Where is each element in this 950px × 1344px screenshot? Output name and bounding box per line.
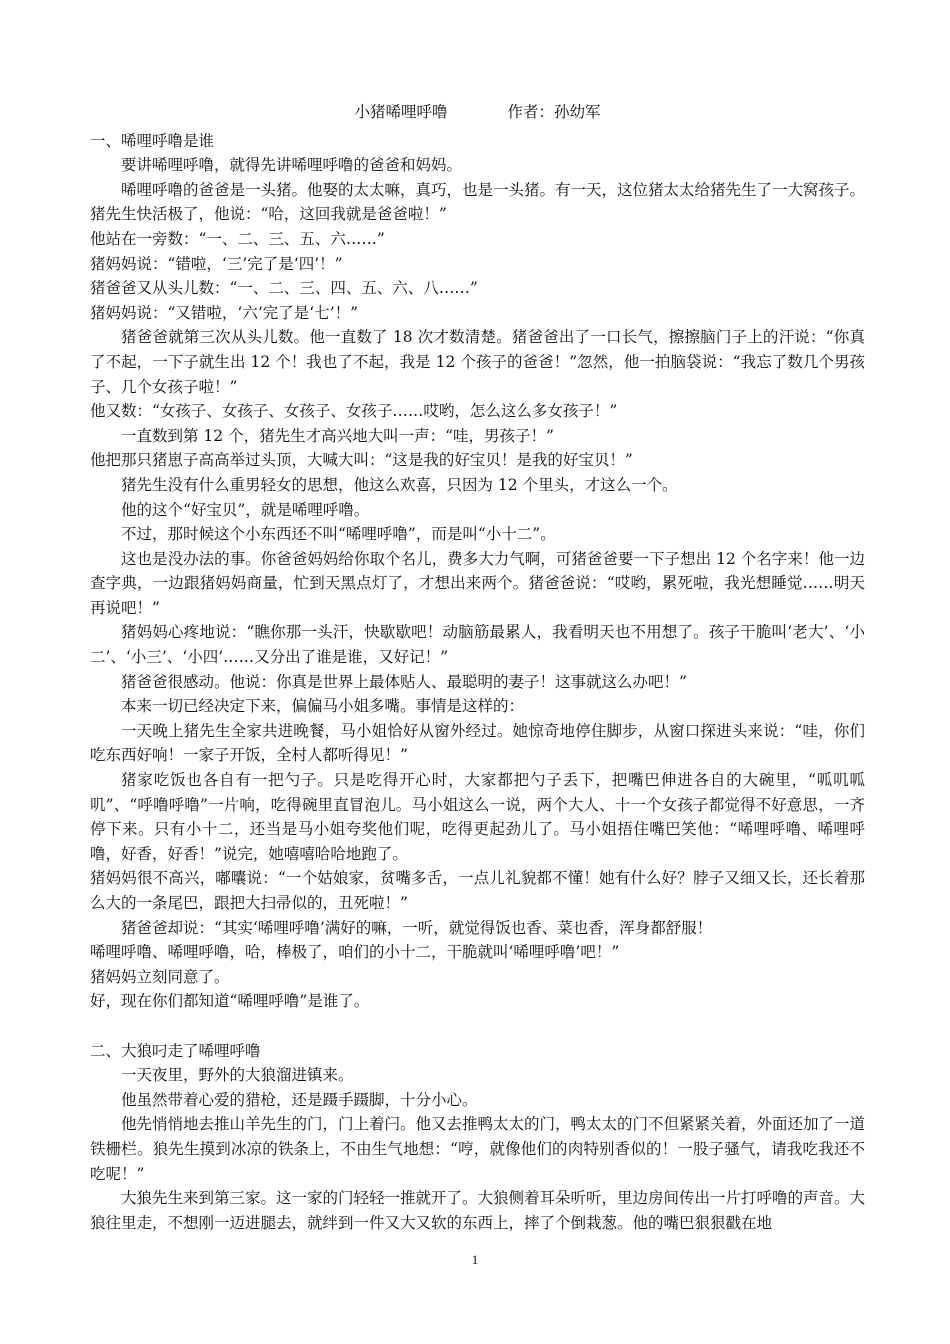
paragraph: 他先悄悄地去推山羊先生的门，门上着闩。他又去推鸭太太的门，鸭太太的门不但紧紧关着，外面还加了一道铁栅栏。狼先生摸到冰凉的铁条上，不由生气地想：“哼，就像他们的肉特别香似的！一股子骚气，请我吃我还不吃呢！” — [90, 1115, 866, 1183]
paragraph: 他把那只猪崽子高高举过头顶，大喊大叫：“这是我的好宝贝！是我的好宝贝！” — [90, 451, 633, 470]
paragraph: 一天夜里，野外的大狼溜进镇来。 — [121, 1066, 354, 1085]
section-heading-1: 一、唏哩呼噜是谁 — [90, 131, 215, 150]
paragraph: 猪家吃饭也各自有一把勺子。只是吃得开心时，大家都把勺子丢下，把嘴巴伸进各自的大碗里，“呱叽呱叽”、“呼噜呼噜”一片响，吃得碗里直冒泡儿。马小姐这么一说，两个大人、十一个女孩子都觉得不好意思，一齐停下来。只有小十二，还当是马小姐夸奖他们呢，吃得更起劲儿了。马小姐捂住嘴巴笑他：“唏哩呼噜、唏哩呼噜，好香，好香！”说完，她嘻嘻哈哈地跑了。 — [90, 771, 865, 863]
paragraph: 要讲唏哩呼噜，就得先讲唏哩呼噜的爸爸和妈妈。 — [121, 156, 463, 175]
paragraph: 他虽然带着心爱的猎枪，还是蹑手蹑脚，十分小心。 — [121, 1090, 478, 1109]
paragraph: 猪妈妈说：“又错啦，‘六’完了是‘七’！” — [90, 303, 359, 322]
paragraph: 唏哩呼噜的爸爸是一头猪。他娶的太太嘛，真巧，也是一头猪。有一天，这位猪太太给猪先生了一大窝孩子。猪先生快活极了，他说：“哈，这回我就是爸爸啦！” — [90, 180, 866, 224]
paragraph: 他站在一旁数：“一、二、三、五、六……” — [90, 229, 385, 248]
paragraph: 猪妈妈心疼地说：“瞧你那一头汗，快歇歇吧！动脑筋最累人，我看明天也不用想了。孩子干脆叫‘老大’、‘小二’、‘小三’、‘小四’……又分出了谁是谁，又好记！” — [90, 623, 865, 667]
blank-line — [90, 1014, 865, 1039]
paragraph: 这也是没办法的事。你爸爸妈妈给你取个名儿，费多大力气啊，可猪爸爸要一下子想出 12 个名字来！他一边查字典，一边跟猪妈妈商量，忙到天黑点灯了，才想出来两个。猪爸爸说：“哎哟，累死啦，我光想睡觉……明天再说吧！” — [90, 549, 865, 617]
paragraph: 不过，那时候这个小东西还不叫“唏哩呼噜”，而是叫“小十二”。 — [121, 525, 556, 544]
page-number: 1 — [471, 1252, 479, 1267]
story-title: 小猪唏哩呼噜 — [354, 103, 448, 121]
paragraph: 一直数到第 12 个，猪先生才高兴地大叫一声：“哇，男孩子！” — [121, 426, 554, 445]
author-line: 作者：孙幼军 — [507, 103, 601, 121]
paragraph: 好，现在你们都知道“唏哩呼噜”是谁了。 — [90, 992, 370, 1011]
paragraph: 猪妈妈很不高兴，嘟囔说：“一个姑娘家，贫嘴多舌，一点儿礼貌都不懂！她有什么好？脖子又细又长，还长着那么大的一条尾巴，跟把大扫帚似的，丑死啦！” — [90, 869, 865, 912]
document-body — [90, 100, 865, 1235]
paragraph: 他又数：“女孩子、女孩子、女孩子、女孩子……哎哟，怎么这么多女孩子！” — [90, 402, 618, 421]
paragraph: 大狼先生来到第三家。这一家的门轻轻一推就开了。大狼侧着耳朵听听，里边房间传出一片打呼噜的声音。大狼往里走，不想刚一迈进腿去，就绊到一件又大又软的东西上，摔了个倒栽葱。他的嘴巴狠狠戳在地 — [90, 1189, 866, 1232]
paragraph: 他的这个“好宝贝”，就是唏哩呼噜。 — [121, 500, 370, 519]
paragraph: 一天晚上猪先生全家共进晚餐，马小姐恰好从窗外经过。她惊奇地停住脚步，从窗口探进头来说：“哇，你们吃东西好响！一家子开饭，全村人都听得见！” — [90, 721, 865, 765]
paragraph: 唏哩呼噜、唏哩呼噜，哈，棒极了，咱们的小十二，干脆就叫‘唏哩呼噜’吧！” — [90, 943, 620, 962]
paragraph: 猪爸爸就第三次从头儿数。他一直数了 18 次才数清楚。猪爸爸出了一口长气，擦擦脑门子上的汗说：“你真了不起，一下子就生出 12 个！我也了不起，我是 12 个孩子的爸爸！”忽然，他一拍脑袋说：“我忘了数几个男孩子、几个女孩子啦！” — [90, 328, 865, 396]
story-title-line — [90, 100, 865, 125]
paragraph: 猪妈妈说：“错啦，‘三’完了是‘四’！” — [90, 254, 343, 273]
paragraph: 本来一切已经决定下来，偏偏马小姐多嘴。事情是这样的： — [121, 697, 525, 716]
section-1-body — [90, 153, 865, 1014]
paragraph: 猪先生没有什么重男轻女的思想，他这么欢喜，只因为 12 个里头，才这么一个。 — [121, 475, 678, 494]
section-heading-2: 二、大狼叼走了唏哩呼噜 — [90, 1041, 261, 1060]
paragraph: 猪爸爸又从头儿数：“一、二、三、四、五、六、八……” — [90, 279, 478, 298]
paragraph: 猪爸爸很感动。他说：你真是世界上最体贴人、最聪明的妻子！这事就这么办吧！” — [121, 672, 687, 691]
paragraph: 猪爸爸却说：“其实‘唏哩呼噜’满好的嘛，一听，就觉得饭也香、菜也香，浑身都舒服！ — [121, 918, 713, 937]
paragraph: 猪妈妈立刻同意了。 — [90, 967, 230, 986]
section-2-body — [90, 1063, 865, 1235]
